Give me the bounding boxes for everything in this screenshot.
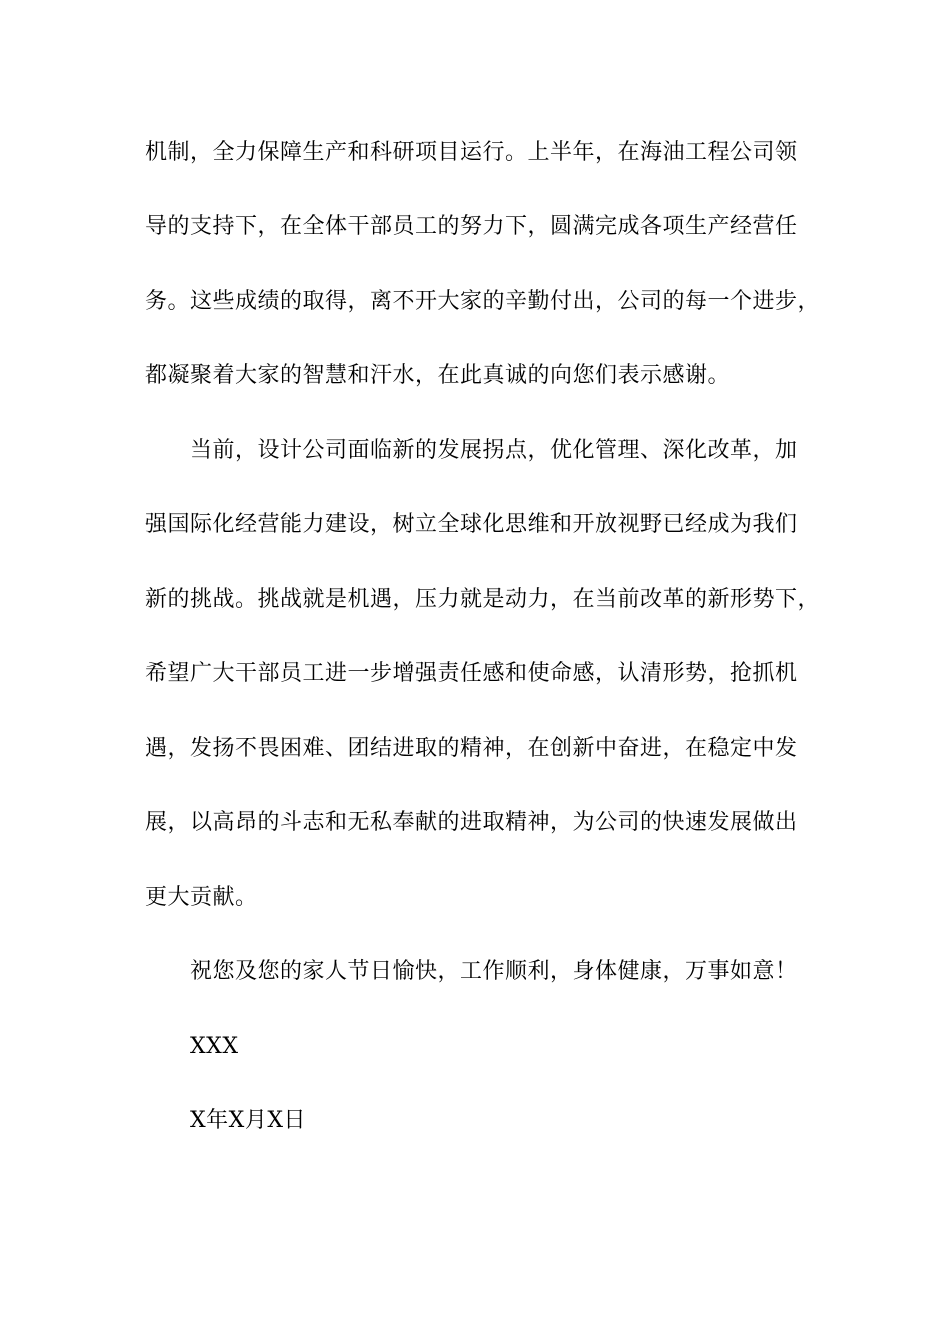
paragraph-1-line-3: 务。这些成绩的取得，离不开大家的辛勤付出，公司的每一个进步， [145,289,821,314]
paragraph-1-line-4: 都凝聚着大家的智慧和汗水，在此真诚的向您们表示感谢。 [145,363,731,388]
paragraph-2-line-4: 希望广大干部员工进一步增强责任感和使命感，认清形势，抢抓机 [145,661,798,686]
paragraph-2-line-2: 强国际化经营能力建设，树立全球化思维和开放视野已经成为我们 [145,512,798,537]
paragraph-1-line-2: 导的支持下，在全体干部员工的努力下，圆满完成各项生产经营任 [145,214,798,239]
paragraph-1-line-1: 机制，全力保障生产和科研项目运行。上半年，在海油工程公司领 [145,140,798,165]
paragraph-2-line-3: 新的挑战。挑战就是机遇，压力就是动力，在当前改革的新形势下， [145,587,821,612]
paragraph-2-line-7: 更大贡献。 [145,885,258,910]
signature: XXX [190,1034,239,1059]
closing-greeting: 祝您及您的家人节日愉快，工作顺利，身体健康，万事如意！ [190,959,798,984]
date: X年X月X日 [190,1108,306,1133]
paragraph-2-line-5: 遇，发扬不畏困难、团结进取的精神，在创新中奋进，在稳定中发 [145,736,798,761]
paragraph-2-line-1: 当前，设计公司面临新的发展拐点，优化管理、深化改革，加 [190,438,798,463]
paragraph-2-line-6: 展，以高昂的斗志和无私奉献的进取精神，为公司的快速发展做出 [145,810,798,835]
